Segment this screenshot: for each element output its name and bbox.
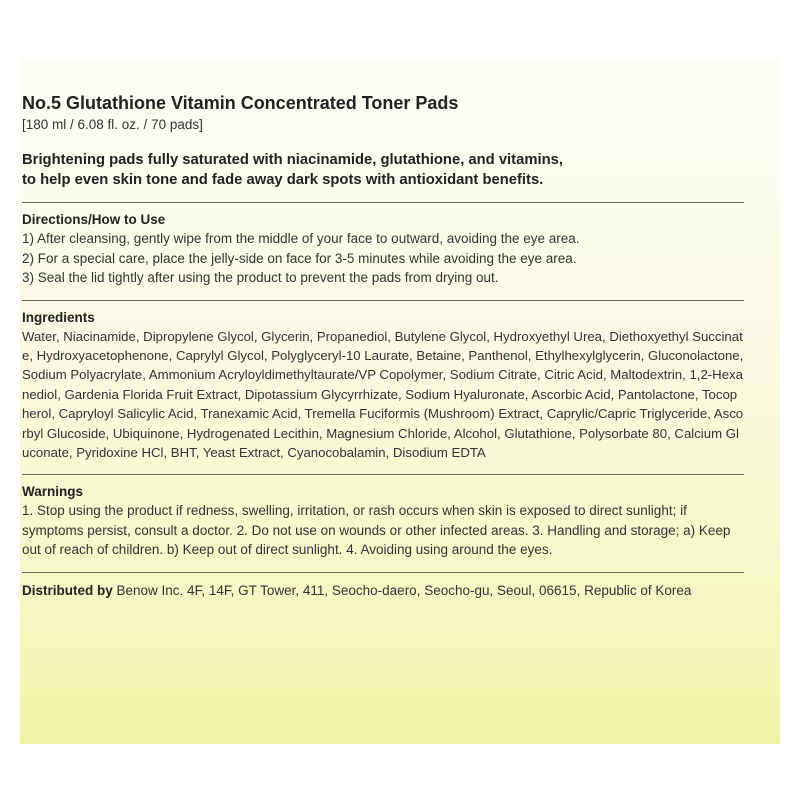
divider xyxy=(22,300,744,301)
ingredients-list: Water, Niacinamide, Dipropylene Glycol, Glycerin, Propanediol, Butylene Glycol, Hydroxyethyl Urea, Diethoxyethyl Succinate, Hydroxyacetophenone, Caprylyl Glycol, Polyglyceryl-10 Laurate, Betaine, Panthenol, Ethylhexylglycerin, Gluconolactone, Sodium Polyacrylate, Ammonium Acryloyldimethyltaurate/VP Copolymer, Sodium Citrate, Citric Acid, Maltodextrin, 1,2-Hexanediol, Gardenia Florida Fruit Extract, Dipotassium Glycyrrhizate, Sodium Hyaluronate, Ascorbic Acid, Pantolactone, Tocopherol, Capryloyl Salicylic Acid, Tranexamic Acid, Tremella Fuciformis (Mushroom) Extract, Caprylic/Capric Triglyceride, Ascorbyl Glucoside, Ubiquinone, Hydrogenated Lecithin, Magnesium Chloride, Alcohol, Glutathione, Polysorbate 80, Calcium Gluconate, Pyridoxine HCl, BHT, Yeast Extract, Cyanocobalamin, Disodium EDTA xyxy=(22,328,744,460)
description-line-1: Brightening pads fully saturated with niacinamide, glutathione, and vitamins, xyxy=(22,152,563,168)
label-content xyxy=(22,92,744,614)
divider xyxy=(22,572,744,573)
directions-heading: Directions/How to Use xyxy=(22,212,166,227)
divider xyxy=(22,474,744,475)
description-line-2: to help even skin tone and fade away dark spots with antioxidant benefits. xyxy=(22,172,544,188)
direction-step-2: 2) For a special care, place the jelly-side on face for 3-5 minutes while avoiding the eye area. xyxy=(22,250,577,266)
direction-step-1: 1) After cleansing, gently wipe from the middle of your face to outward, avoiding the eye area. xyxy=(22,231,580,246)
directions-section xyxy=(22,211,744,288)
direction-step-3: 3) Seal the lid tightly after using the product to prevent the pads from drying out. xyxy=(22,270,499,285)
product-description xyxy=(22,150,744,190)
distributor-label: Distributed by xyxy=(22,582,113,598)
warnings-section xyxy=(22,483,744,560)
divider xyxy=(22,202,744,203)
warnings-heading: Warnings xyxy=(22,484,84,500)
product-title: No.5 Glutathione Vitamin Concentrated Toner Pads xyxy=(22,93,459,113)
distributor-info xyxy=(22,581,744,601)
ingredients-heading: Ingredients xyxy=(22,309,95,325)
ingredients-section xyxy=(22,309,744,463)
warnings-text: 1. Stop using the product if redness, swelling, irritation, or rash occurs when skin is exposed to direct sunlight; if symptoms persist, consult a doctor. 2. Do not use on wounds or other infected areas. 3. Handling and storage; a) Keep out of reach of children. b) Keep out of direct sunlight. 4. Avoiding using around the eyes. xyxy=(22,503,731,558)
product-size: [180 ml / 6.08 fl. oz. / 70 pads] xyxy=(22,117,203,132)
distributor-address: Benow Inc. 4F, 14F, GT Tower, 411, Seocho-daero, Seocho-gu, Seoul, 06615, Republic of Korea xyxy=(112,582,692,598)
